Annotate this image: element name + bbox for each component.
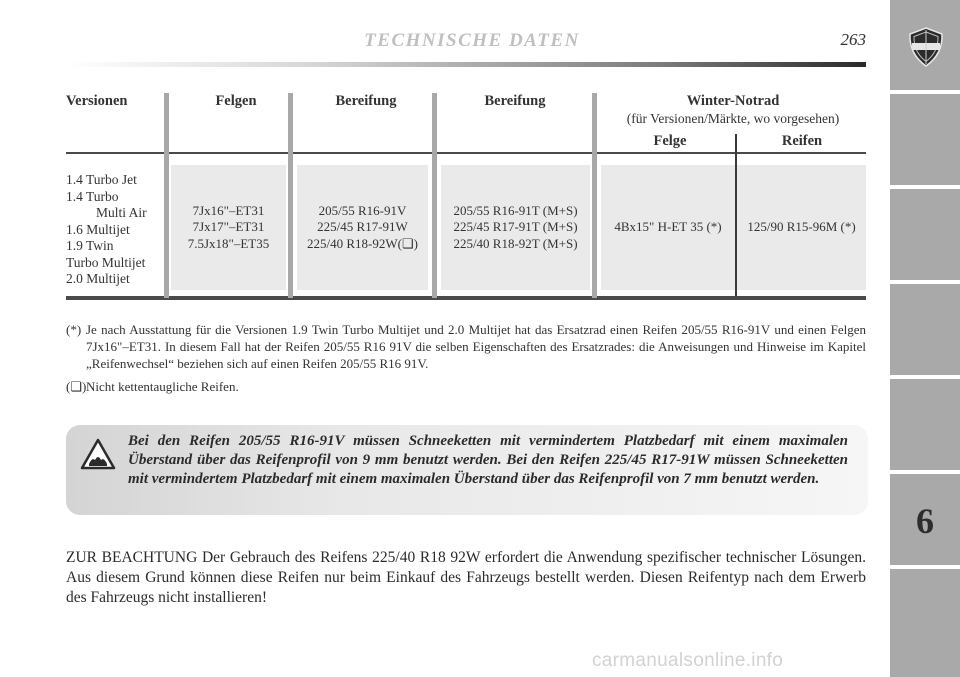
bereifung-cell bbox=[297, 165, 428, 290]
notrad-reifen-value: 125/90 R15-96M (*) bbox=[747, 219, 856, 235]
brand-logo-icon bbox=[907, 26, 945, 68]
version-item: 2.0 Multijet bbox=[66, 271, 130, 286]
footnote-text: Nicht kettentaugliche Reifen. bbox=[86, 379, 239, 394]
side-tab-separator bbox=[890, 185, 960, 189]
notrad-felge-cell bbox=[601, 165, 735, 290]
side-tab-separator bbox=[890, 280, 960, 284]
watermark: carmanualsonline.info bbox=[592, 650, 784, 671]
column-header-winter-note: (für Versionen/Märkte, wo vorgesehen) bbox=[626, 111, 840, 126]
tyre-value: 225/45 R17-91T (M+S) bbox=[453, 219, 578, 235]
table-header-rule bbox=[66, 152, 866, 154]
tyre-value: 225/40 R18-92W(❏) bbox=[307, 235, 418, 251]
header-rule bbox=[66, 62, 866, 67]
tyre-value: 225/45 R17-91W bbox=[317, 219, 408, 235]
warning-text: Bei den Reifen 205/55 R16-91V müssen Schneeketten mit vermindertem Platzbedarf mit einem maximalen Überstand über das Reifenprofil von 9 mm benutzt werden. Bei den Reifen 225/45 R17-91W müssen Schneeketten mit vermindertem Platzbedarf mit einem maximalen Überstand über das Reifenprofil von 7 mm benutzt werden. bbox=[128, 433, 848, 487]
felgen-cell bbox=[171, 165, 286, 290]
side-tab-separator bbox=[890, 470, 960, 474]
column-header-felgen: Felgen bbox=[215, 93, 257, 109]
side-tab-separator bbox=[890, 90, 960, 94]
column-separator bbox=[432, 93, 437, 298]
page-number: 263 bbox=[840, 30, 866, 49]
chapter-side-tab bbox=[890, 0, 960, 677]
tyre-value: 225/40 R18-92T (M+S) bbox=[453, 235, 578, 251]
version-item: 1.9 Twin bbox=[66, 238, 114, 253]
version-item: Turbo Multijet bbox=[66, 254, 146, 270]
column-separator bbox=[592, 93, 597, 298]
version-item: 1.6 Multijet bbox=[66, 221, 130, 237]
chapter-number: 6 bbox=[916, 501, 934, 541]
versions-cell bbox=[66, 172, 166, 288]
notrad-felge-value: 4Bx15" H-ET 35 (*) bbox=[614, 219, 722, 235]
column-header-reifen: Reifen bbox=[781, 133, 823, 149]
column-header-versionen: Versionen bbox=[66, 93, 128, 109]
version-item: 1.4 Turbo Jet bbox=[66, 172, 137, 187]
notrad-reifen-cell bbox=[737, 165, 866, 290]
column-header-felge: Felge bbox=[653, 133, 687, 149]
felge-value: 7Jx17"–ET31 bbox=[192, 219, 265, 235]
footnote-box bbox=[66, 378, 866, 395]
footnote-star bbox=[66, 321, 866, 372]
warning-text-block bbox=[78, 432, 848, 489]
attention-paragraph: ZUR BEACHTUNG Der Gebrauch des Reifens 225/40 R18 92W erfordert die Anwendung spezifischer technischer Lösungen. Aus diesem Grund können diese Reifen nur beim Einkauf des Fahrzeugs bestellt werden. Diesen Reifentyp nach dem Erwerb des Fahrzeugs nicht installieren! bbox=[66, 549, 866, 606]
page-title: TECHNISCHE DATEN bbox=[364, 30, 580, 51]
icon-spacer bbox=[78, 432, 128, 472]
side-tab-separator bbox=[890, 565, 960, 569]
table-bottom-rule bbox=[66, 296, 866, 300]
footnote-mark: (*) bbox=[66, 322, 82, 337]
felge-value: 7Jx16"–ET31 bbox=[192, 202, 265, 218]
version-item: 1.4 Turbo bbox=[66, 188, 119, 204]
bereifung-ms-cell bbox=[441, 165, 590, 290]
column-separator bbox=[288, 93, 293, 298]
felge-value: 7.5Jx18"–ET35 bbox=[187, 235, 270, 251]
version-item: Multi Air bbox=[96, 205, 147, 220]
side-tab-separator bbox=[890, 375, 960, 379]
footnote-text: Je nach Ausstattung für die Versionen 1.9 Twin Turbo Multijet und 2.0 Multijet hat das Ersatzrad einen Reifen 205/55 R16-91V und einen Felgen 7Jx16"–ET31. In diesem Fall hat der Reifen 205/55 R16 91V die selben Eigenschaften des Ersatzrades: die Anweisungen und Hinweise im Kapitel „Reifenwechsel“ beziehen sich auf einen Reifen 205/55 R16 91V. bbox=[86, 322, 866, 371]
tyre-value: 205/55 R16-91V bbox=[318, 202, 407, 218]
column-header-bereifung-ms: Bereifung bbox=[484, 93, 546, 109]
tyre-value: 205/55 R16-91T (M+S) bbox=[453, 202, 578, 218]
column-header-winter-notrad: Winter-Notrad bbox=[686, 93, 780, 109]
footnote-mark: (❏) bbox=[66, 379, 87, 394]
column-header-bereifung: Bereifung bbox=[335, 93, 397, 109]
